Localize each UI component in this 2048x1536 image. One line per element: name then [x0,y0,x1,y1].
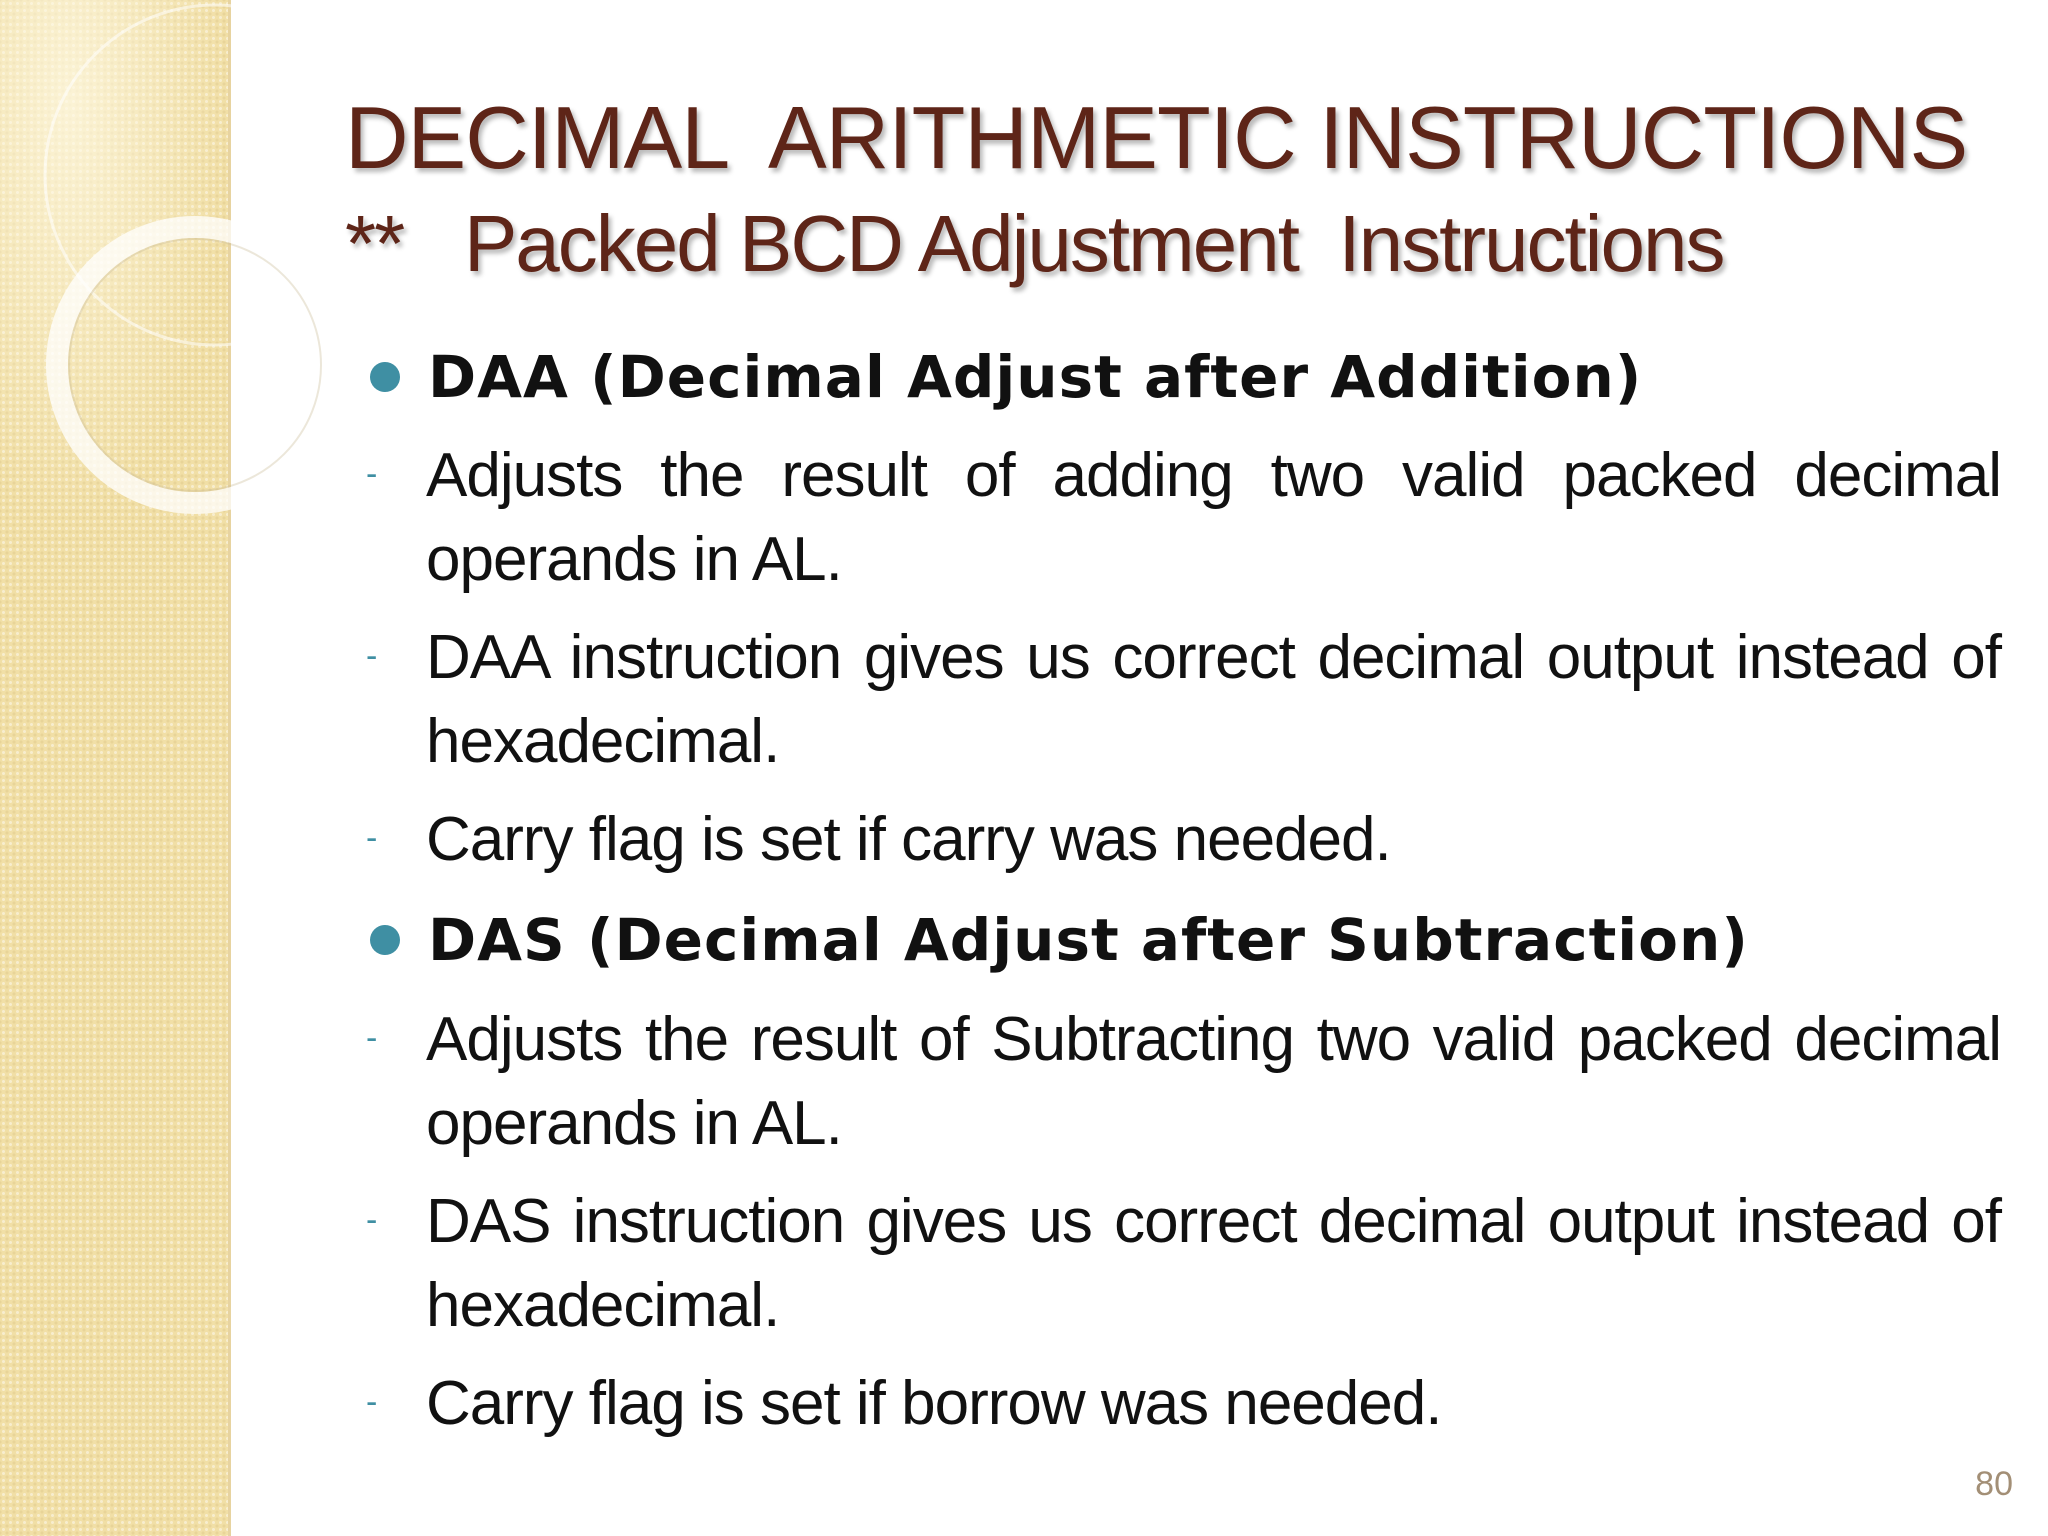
dash-icon: - [366,1019,378,1057]
dash-icon: - [366,637,378,675]
slide-title [345,88,2005,300]
teal-circle-bullet-icon [370,925,400,955]
section-heading-daa [370,337,2010,417]
title-line-1: DECIMAL ARITHMETIC INSTRUCTIONS [345,88,1968,187]
teal-circle-bullet-icon [370,362,400,392]
section-heading-das [370,900,2010,980]
section-heading-text: DAS (Decimal Adjust after Subtraction) [428,906,1749,974]
list-item-text: Adjusts the result of adding two valid packed decimal operands in AL. [426,441,2001,594]
dash-icon: - [366,1201,378,1239]
dash-icon: - [366,1383,378,1421]
list-item-text: Carry flag is set if borrow was needed. [426,1369,1442,1438]
list-item-text: Carry flag is set if carry was needed. [426,805,1391,874]
dash-icon: - [366,819,378,857]
list-item-text: DAS instruction gives us correct decimal output instead of hexadecimal. [426,1187,2001,1340]
section-heading-text: DAA (Decimal Adjust after Addition) [428,343,1643,411]
title-line-2: ** Packed BCD Adjustment Instructions [345,199,1724,288]
page-number: 80 [1975,1465,2013,1503]
dash-icon: - [366,455,378,493]
list-item-text: DAA instruction gives us correct decimal output instead of hexadecimal. [426,623,2001,776]
ring-decoration-icon [0,0,360,520]
list-item-text: Adjusts the result of Subtracting two valid packed decimal operands in AL. [426,1005,2001,1158]
